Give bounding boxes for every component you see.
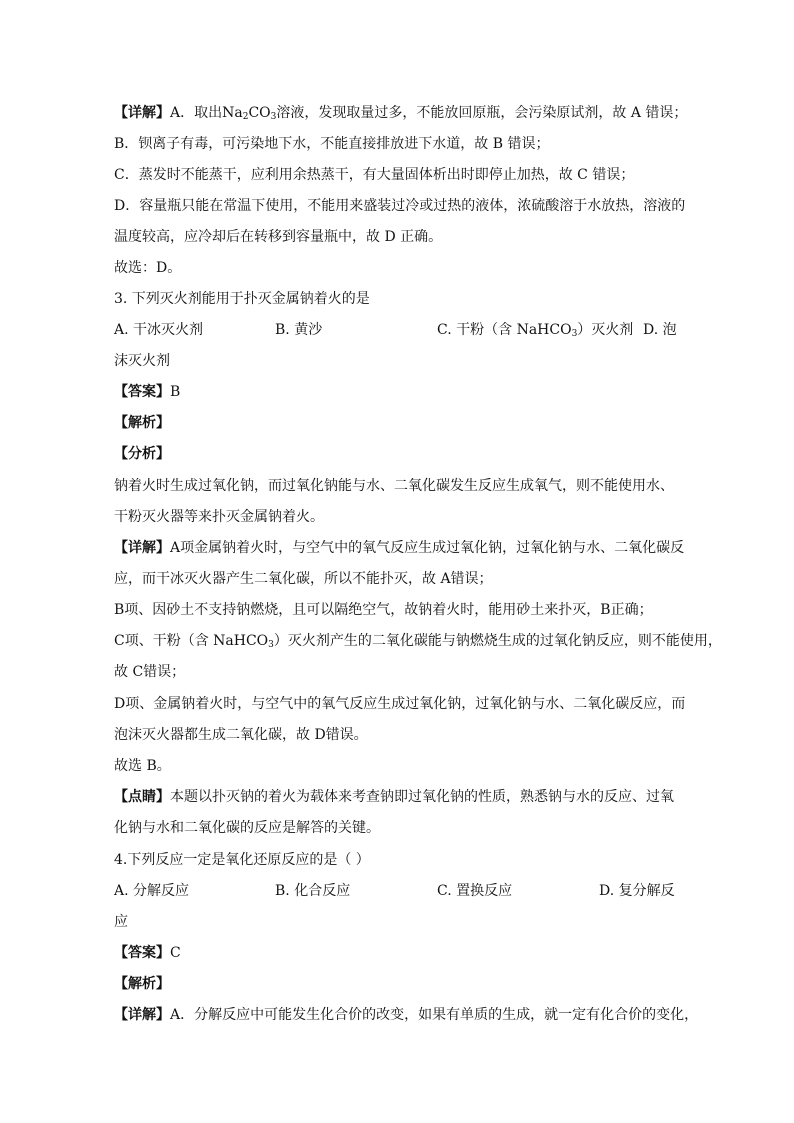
q3-option-d: D. 泡 [643,322,677,338]
q3-answer [114,382,689,402]
detail-tag: 【详解】 [114,1007,170,1023]
q2-detail-line-2: B．钡离子有毒，可污染地下水，不能直接排放进下水道，故 B 错误； [114,136,550,152]
q2-detail-line-1 [114,103,689,123]
q3-detail-line-3: B项、因砂土不支持钠燃烧，且可以隔绝空气，故钠着火时，能用砂土来扑灭，B正确； [114,602,653,618]
subscript: 3 [268,640,274,650]
q3-jiexi-heading: 【解析】 [114,415,170,431]
q3-detail-line-2: 应，而干冰灭火器产生二氧化碳，所以不能扑灭，故 A错误； [114,571,493,587]
q4-option-d: D. 复分解反 [599,883,675,899]
detail-tag: 【详解】 [114,105,170,121]
q3-detail-line-7: 泡沫灭火器都生成二氧化碳，故 D错误。 [114,727,368,743]
q3-stem: 3. 下列灭火剂能用于扑灭金属钠着火的是 [114,291,370,307]
q4-stem: 4.下列反应一定是氧化还原反应的是（ ） [114,852,370,868]
q3-detail-line-6: D项、金属钠着火时，与空气中的氧气反应生成过氧化钠，过氧化钠与水、二氧化碳反应，而 [114,696,686,712]
q3-dianjing-line-2: 化钠与水和二氧化碳的反应是解答的关键。 [114,820,380,836]
q2-detail-line-3: C．蒸发时不能蒸干，应利用余热蒸干，有大量固体析出时即停止加热，故 C 错误； [114,167,635,183]
text: ）灭火剂产生的二氧化碳能与钠燃烧生成的过氧化钠反应，则不能使用， [273,633,722,649]
dianjing-tag: 【点睛】 [114,789,170,805]
subscript: 3 [571,329,578,339]
q3-detail-line-1 [114,538,689,558]
q2-detail-line-4: D．容量瓶只能在常温下使用，不能用来盛装过冷或过热的液体，浓硫酸溶于水放热，溶液的 [114,198,686,214]
q2-conclusion: 故选：D。 [114,260,182,276]
detail-tag: 【详解】 [114,540,170,556]
q3-option-b: B. 黄沙 [275,322,323,338]
answer-tag: 【答案】 [114,384,170,400]
text: ）灭火剂 [577,322,634,338]
q3-conclusion: 故选 B。 [114,758,171,774]
q4-jiexi-heading: 【解析】 [114,976,170,992]
q3-option-d-cont: 沫灭火剂 [114,353,170,369]
q3-detail-line-4 [114,631,722,651]
q4-option-d-cont: 应 [114,914,128,930]
q3-fenxi-heading: 【分析】 [114,446,170,462]
q3-detail-line-5: 故 C错误； [114,664,186,680]
subscript: 2 [242,112,249,122]
text: A项金属钠着火时，与空气中的氧气反应生成过氧化钠，过氧化钠与水、二氧化碳反 [170,540,685,556]
text: A．分解反应中可能发生化合价的改变，如果有单质的生成，就一定有化合价的变化， [170,1007,699,1023]
q4-option-a: A. 分解反应 [114,883,190,899]
text: CO [248,105,271,121]
subscript: 3 [270,112,277,122]
text: 溶液，发现取量过多，不能放回原瓶，会污染原试剂，故 A 错误； [276,105,688,121]
q3-analysis-line-1: 钠着火时生成过氧化钠，而过氧化钠能与水、二氧化碳发生反应生成氧气，则不能使用水、 [114,478,674,494]
q2-detail-line-5: 温度较高，应冷却后在转移到容量瓶中，故 D 正确。 [114,229,443,245]
text: C. 干粉（含 NaHCO [437,322,572,338]
answer-value: B [170,384,181,400]
q3-dianjing-line-1 [114,787,689,807]
q4-option-b: B. 化合反应 [275,883,351,899]
q3-option-c [437,320,633,340]
text: A．取出Na [170,105,243,121]
q4-answer [114,943,689,963]
q3-option-a: A. 干冰灭火剂 [114,322,204,338]
q3-analysis-line-2: 干粉灭火器等来扑灭金属钠着火。 [114,509,324,525]
answer-value: C [170,945,181,961]
text: 本题以扑灭钠的着火为载体来考查钠即过氧化钠的性质，熟悉钠与水的反应、过氧 [170,789,674,805]
text: C项、干粉（含 NaHCO [114,633,269,649]
q4-detail-line-1 [114,1005,699,1025]
answer-tag: 【答案】 [114,945,170,961]
q4-option-c: C. 置换反应 [437,883,513,899]
